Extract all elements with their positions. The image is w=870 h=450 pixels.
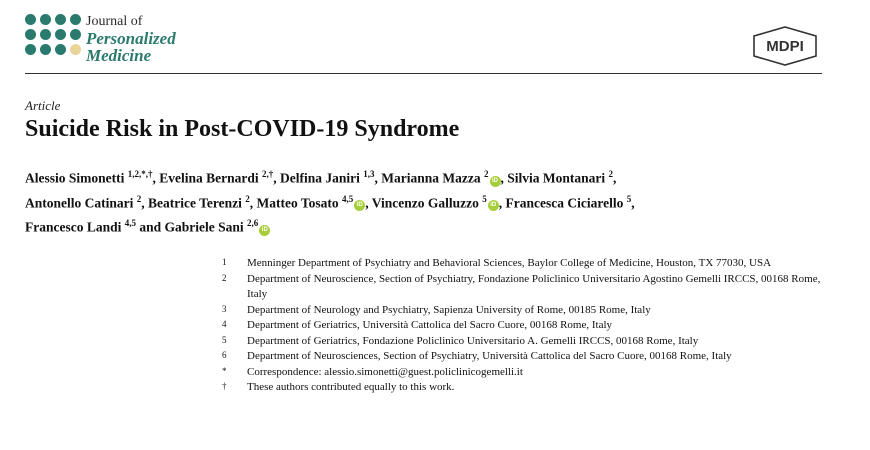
logo-dot — [40, 14, 51, 25]
affiliation-item — [222, 349, 842, 365]
author-affiliation-mark: 2,6 — [247, 218, 259, 228]
author-name[interactable]: Marianna Mazza — [381, 170, 481, 186]
author-affiliation-mark: 5 — [482, 193, 487, 204]
orcid-icon[interactable]: iD — [259, 225, 270, 236]
affiliation-text: Correspondence: alessio.simonetti@guest.policlinicogemelli.it — [247, 365, 523, 378]
author-affiliation-mark: 1,2,*,† — [127, 169, 153, 179]
affiliation-mark: † — [222, 381, 227, 391]
author-separator: , — [631, 195, 635, 210]
logo-dot — [25, 29, 36, 40]
affiliation-mark: 3 — [222, 303, 227, 314]
author-affiliation-mark: 4,5 — [124, 218, 136, 228]
author-affiliation-mark: 2,† — [262, 169, 274, 179]
affiliation-text: Department of Geriatrics, Fondazione Policlinico Universitario A. Gemelli IRCCS, 00168 Rome, Italy — [247, 334, 699, 347]
author-name[interactable]: Vincenzo Galluzzo — [371, 195, 479, 210]
affiliation-text: Menninger Department of Psychiatry and Behavioral Sciences, Baylor College of Medicine, Houston, TX 77030, USA — [247, 257, 772, 269]
orcid-icon[interactable]: iD — [354, 200, 365, 211]
affiliation-item — [222, 365, 842, 381]
author-name[interactable]: Francesco Landi — [25, 219, 122, 235]
journal-logo-grid — [25, 14, 81, 55]
logo-dot — [70, 29, 81, 40]
affiliation-mark: 1 — [222, 257, 227, 267]
logo-dot-accent — [70, 44, 81, 55]
author-affiliation-mark: 2 — [608, 169, 614, 179]
author-name[interactable]: Evelina Bernardi — [159, 170, 259, 186]
author-separator: , — [152, 170, 160, 186]
logo-dot — [55, 14, 66, 25]
affiliation-text: Department of Neurosciences, Section of Psychiatry, Università Cattolica del Sacro Cuore, 00168 Rome, Italy — [247, 350, 732, 362]
affiliation-item — [222, 380, 842, 396]
affiliation-mark: 2 — [222, 272, 227, 283]
author-affiliation-mark: 1,3 — [363, 169, 375, 179]
affiliation-item — [222, 334, 842, 350]
affiliation-item — [222, 303, 842, 319]
affiliation-text: Department of Neuroscience, Section of Psychiatry, Fondazione Policlinico Universitario Agostino Gemelli IRCCS, 00168 Rome, Italy — [247, 272, 821, 300]
logo-dot — [55, 29, 66, 40]
author-name[interactable]: Francesca Ciciarello — [505, 195, 624, 210]
affiliation-mark: * — [222, 365, 227, 376]
journal-of-label: Journal of — [86, 14, 143, 29]
mdpi-logo — [752, 26, 818, 66]
journal-name — [86, 12, 176, 64]
author-separator: , — [500, 170, 508, 186]
author-separator: , — [613, 170, 617, 186]
author-separator: , — [365, 195, 372, 210]
affiliation-text: Department of Geriatrics, Università Cattolica del Sacro Cuore, 00168 Rome, Italy — [247, 319, 613, 331]
author-separator: , — [498, 195, 506, 210]
affiliation-item — [222, 318, 842, 334]
author-name[interactable]: Beatrice Terenzi — [148, 195, 242, 210]
affiliation-text: These authors contributed equally to this work. — [247, 381, 455, 393]
author-name[interactable]: Matteo Tosato — [256, 195, 339, 210]
journal-title-line2: Medicine — [86, 46, 152, 65]
author-separator: , — [249, 195, 257, 210]
affiliation-mark: 6 — [222, 350, 227, 360]
author-affiliation-mark: 2 — [245, 193, 250, 204]
author-name[interactable]: Delfina Janiri — [280, 170, 360, 186]
affiliation-item — [222, 272, 842, 303]
journal-title-line1: Personalized — [86, 29, 176, 48]
author-separator: and — [136, 219, 165, 235]
author-separator: , — [273, 170, 281, 186]
article-type: Article — [25, 98, 61, 113]
affiliation-mark: 4 — [222, 319, 227, 329]
svg-text:MDPI: MDPI — [766, 38, 804, 55]
logo-dot — [25, 14, 36, 25]
author-affiliation-mark: 2 — [484, 169, 489, 179]
orcid-icon[interactable]: iD — [490, 176, 501, 187]
author-name[interactable]: Alessio Simonetti — [25, 170, 125, 186]
header-divider — [25, 73, 822, 74]
article-title: Suicide Risk in Post-COVID-19 Syndrome — [25, 116, 460, 142]
author-name[interactable]: Antonello Catinari — [25, 195, 134, 210]
logo-dot — [55, 44, 66, 55]
orcid-icon[interactable]: iD — [488, 200, 499, 211]
logo-dot — [40, 44, 51, 55]
author-name[interactable]: Silvia Montanari — [507, 170, 606, 186]
author-affiliation-mark: 5 — [626, 193, 632, 204]
logo-dot — [70, 14, 81, 25]
logo-dot — [25, 44, 36, 55]
author-affiliation-mark: 2 — [136, 193, 142, 204]
affiliation-item — [222, 256, 842, 272]
author-list — [25, 164, 825, 238]
affiliation-mark: 5 — [222, 334, 227, 345]
author-separator: , — [141, 195, 149, 210]
author-affiliation-mark: 4,5 — [342, 193, 354, 204]
affiliation-list — [222, 256, 842, 396]
author-separator: , — [374, 170, 382, 186]
author-name[interactable]: Gabriele Sani — [164, 219, 244, 235]
affiliation-text: Department of Neurology and Psychiatry, Sapienza University of Rome, 00185 Rome, Italy — [247, 303, 651, 316]
logo-dot — [40, 29, 51, 40]
